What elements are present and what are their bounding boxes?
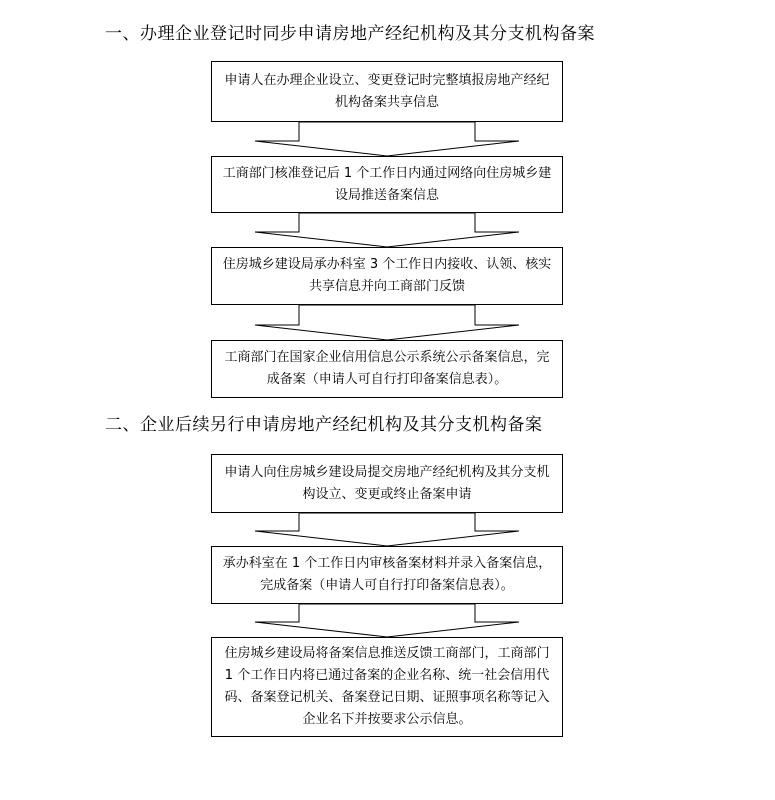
flow-step-2-2 xyxy=(211,546,563,604)
down-arrow-icon xyxy=(211,513,563,547)
down-arrow-icon xyxy=(211,604,563,638)
flow-step-2-1 xyxy=(211,454,563,513)
flow-step-text: 申请人在办理企业设立、变更登记时完整填报房地产经纪机构备案共享信息 xyxy=(224,72,550,110)
flow-step-text: 申请人向住房城乡建设局提交房地产经纪机构及其分支机构设立、变更或终止备案申请 xyxy=(224,464,550,502)
flow-step-1-2 xyxy=(211,156,563,213)
section-1-heading: 一、办理企业登记时同步申请房地产经纪机构及其分支机构备案 xyxy=(105,24,595,44)
flow-step-text: 住房城乡建设局承办科室 3 个工作日内接收、认领、核实共享信息并向工商部门反馈 xyxy=(222,257,552,294)
flow-step-1-3 xyxy=(211,247,563,305)
flow-step-text: 工商部门核准登记后 1 个工作日内通过网络向住房城乡建设局推送备案信息 xyxy=(222,165,552,203)
down-arrow-icon xyxy=(211,305,563,341)
down-arrow-icon xyxy=(211,213,563,248)
flow-step-1-4 xyxy=(211,340,563,398)
down-arrow-icon xyxy=(211,122,563,157)
flow-step-2-3 xyxy=(211,637,563,737)
flow-step-text: 承办科室在 1 个工作日内审核备案材料并录入备案信息，完成备案（申请人可自行打印备案信息表）。 xyxy=(222,556,552,593)
section-2-heading: 二、企业后续另行申请房地产经纪机构及其分支机构备案 xyxy=(105,415,543,435)
flow-step-text: 工商部门在国家企业信用信息公示系统公示备案信息，完成备案（申请人可自行打印备案信息表）。 xyxy=(224,350,550,387)
flow-step-1-1 xyxy=(211,61,563,122)
flow-step-text: 住房城乡建设局将备案信息推送反馈工商部门，工商部门 1 个工作日内将已通过备案的企业名称、统一社会信用代码、备案登记机关、备案登记日期、证照事项名称等记入企业名下并按要求公示信息。 xyxy=(224,646,550,727)
